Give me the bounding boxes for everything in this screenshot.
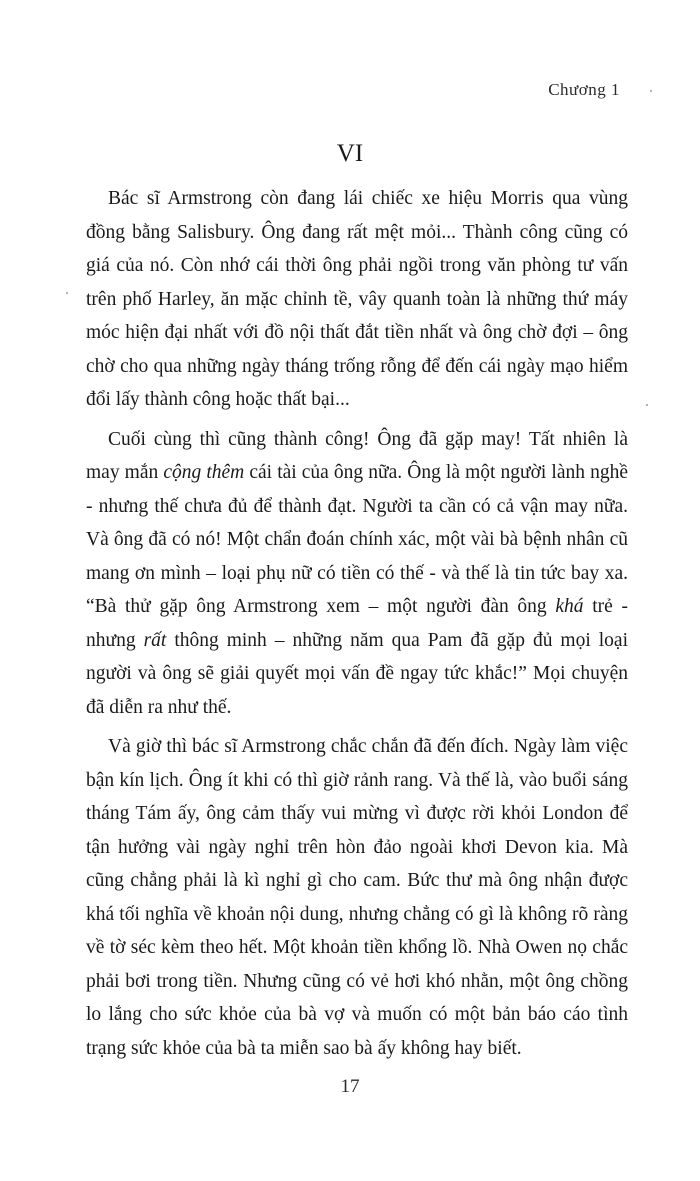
- paragraph: [86, 423, 628, 725]
- italic-text-run: khá: [555, 596, 584, 617]
- italic-text-run: rất: [143, 629, 167, 651]
- text-run: Và giờ thì bác sĩ Armstrong chắc chắn đã đến đích. Ngày làm việc bận kín lịch. Ông ít khi có thì giờ rảnh rang. Và thế là, vào buổi sáng tháng Tám ấy, ông cảm thấy vui mừng vì được rời khỏi London để tận hưởng vài ngày nghỉ trên hòn đảo ngoài khơi Devon kia. Mà cũng chẳng phải là kì nghỉ gì cho cam. Bức thư mà ông nhận được khá tối nghĩa về khoản nội dung, nhưng chẳng có gì là không rõ ràng về tờ séc kèm theo hết. Một khoản tiền khổng lồ. Nhà Owen nọ chắc phải bơi trong tiền. Nhưng cũng có vẻ hơi khó nhằn, một ông chồng lo lắng cho sức khỏe của bà vợ và muốn có một bản báo cáo tình trạng sức khỏe của bà ta miễn sao bà ấy không hay biết.: [86, 736, 628, 1059]
- scan-speck: [66, 292, 68, 294]
- text-run: thông minh – những năm qua Pam đã gặp đủ mọi loại người và ông sẽ giải quyết mọi vấn đề ngay tức khắc!” Mọi chuyện đã diễn ra như thế.: [86, 629, 628, 718]
- italic-text-run: cộng thêm: [163, 462, 245, 483]
- paragraph: [86, 182, 628, 417]
- running-header: Chương 1: [548, 80, 620, 99]
- scan-speck: [646, 404, 648, 406]
- page-number: 17: [340, 1076, 360, 1097]
- text-run: Bác sĩ Armstrong còn đang lái chiếc xe hiệu Morris qua vùng đồng bằng Salisbury. Ông đang rất mệt mỏi... Thành công cũng có giá của nó. Còn nhớ cái thời ông phải ngồi trong văn phòng tư vấn trên phố Harley, ăn mặc chỉnh tề, vây quanh toàn là những thứ máy móc hiện đại nhất với đồ nội thất đắt tiền nhất và ông chờ đợi – ông chờ cho qua những ngày tháng trống rỗng để đến cái ngày mạo hiểm đổi lấy thành công hoặc thất bại...: [86, 188, 628, 410]
- paragraph: [86, 730, 628, 1065]
- scan-speck: [650, 90, 652, 92]
- section-heading: VI: [336, 140, 364, 167]
- text-run: cái tài của ông nữa. Ông là một người lành nghề - nhưng thế chưa đủ để thành đạt. Người ta cần có cả vận may nữa. Và ông đã có nó! Một chẩn đoán chính xác, một vài bà bệnh nhân cũ mang ơn mình – loại phụ nữ có tiền có thế - và thế là tin tức bay xa. “Bà thử gặp ông Armstrong xem – một người đàn ông: [86, 462, 628, 617]
- body-text: [86, 182, 628, 1071]
- text-run: trẻ - nhưng: [86, 596, 628, 651]
- text-run: Cuối cùng thì cũng thành công! Ông đã gặp may! Tất nhiên là may mắn: [86, 428, 628, 483]
